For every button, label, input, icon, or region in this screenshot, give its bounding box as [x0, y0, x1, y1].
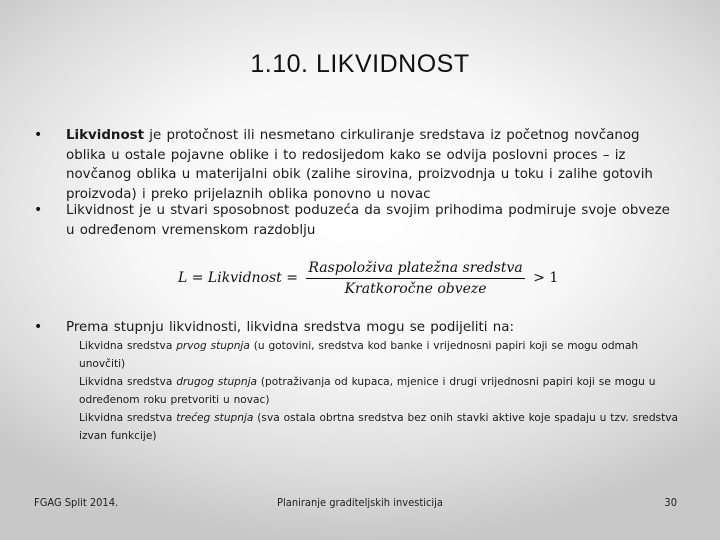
bullet-marker: •: [34, 319, 43, 335]
formula-fraction: [306, 260, 524, 297]
definition-text: je protočnost ili nesmetano cirkuliranje sredstava iz početnog novčanog oblika u ostale pojavne oblike i to redosijedom kako se odvija poslovni proces – iz novčanog oblika u materijalni obik (zalihe sirovina, proizvodnja u toku i zalihe gotovih proizvoda) i preko prijelaznih oblika ponovno u novac: [66, 128, 653, 202]
formula-lhs: L = Likvidnost =: [178, 270, 303, 286]
sub-item-first-degree: [79, 337, 679, 373]
formula-rhs: > 1: [528, 270, 559, 286]
sub-item-third-degree: [79, 409, 679, 445]
bold-term: Likvidnost: [66, 128, 145, 143]
bullet-text: Likvidnost je u stvari sposobnost poduzeća da svojim prihodima podmiruje svoje obveze u određenom vremenskom razdoblju: [66, 203, 670, 238]
sub-item-degree: drugog stupnja: [176, 376, 258, 388]
liquidity-formula: [178, 256, 558, 300]
bullet-text: Prema stupnju likvidnosti, likvidna sredstva mogu se podijeliti na:: [66, 320, 514, 335]
formula-numerator: Raspoloživa platežna sredstva: [306, 260, 524, 279]
sub-item-degree: trećeg stupnja: [176, 412, 254, 424]
sub-item-degree: prvog stupnja: [176, 340, 250, 352]
bullet-item-definition: [34, 126, 674, 204]
footer-institution: FGAG Split 2014.: [34, 496, 119, 509]
bullet-marker: •: [34, 202, 43, 218]
sub-item-detail: (potraživanja od kupaca, mjenice i drugi vrijednosni papiri koji se mogu u određenom roku pretvoriti u novac): [79, 376, 656, 406]
bullet-item-classification: [34, 318, 674, 338]
sub-item-prefix: Likvidna sredstva: [79, 412, 177, 424]
sub-item-detail: (sva ostala obrtna sredstva bez onih stavki aktive koje spadaju u tzv. sredstva izvan funkcije): [79, 412, 678, 442]
slide-title: 1.10. LIKVIDNOST: [250, 50, 470, 78]
formula-denominator: Kratkoročne obveze: [344, 280, 487, 297]
bullet-text: [66, 126, 674, 204]
sub-item-second-degree: [79, 373, 679, 409]
sub-item-prefix: Likvidna sredstva: [79, 376, 177, 388]
sub-item-list: [79, 337, 679, 445]
bullet-marker: •: [34, 127, 43, 143]
sub-item-detail: (u gotovini, sredstva kod banke i vrijednosni papiri koji se mogu odmah unovčiti): [79, 340, 639, 370]
sub-item-prefix: Likvidna sredstva: [79, 340, 177, 352]
bullet-item-meaning: [34, 201, 674, 240]
footer-course-title: Planiranje graditeljskih investicija: [277, 496, 443, 509]
footer-page-number: 30: [664, 496, 677, 509]
